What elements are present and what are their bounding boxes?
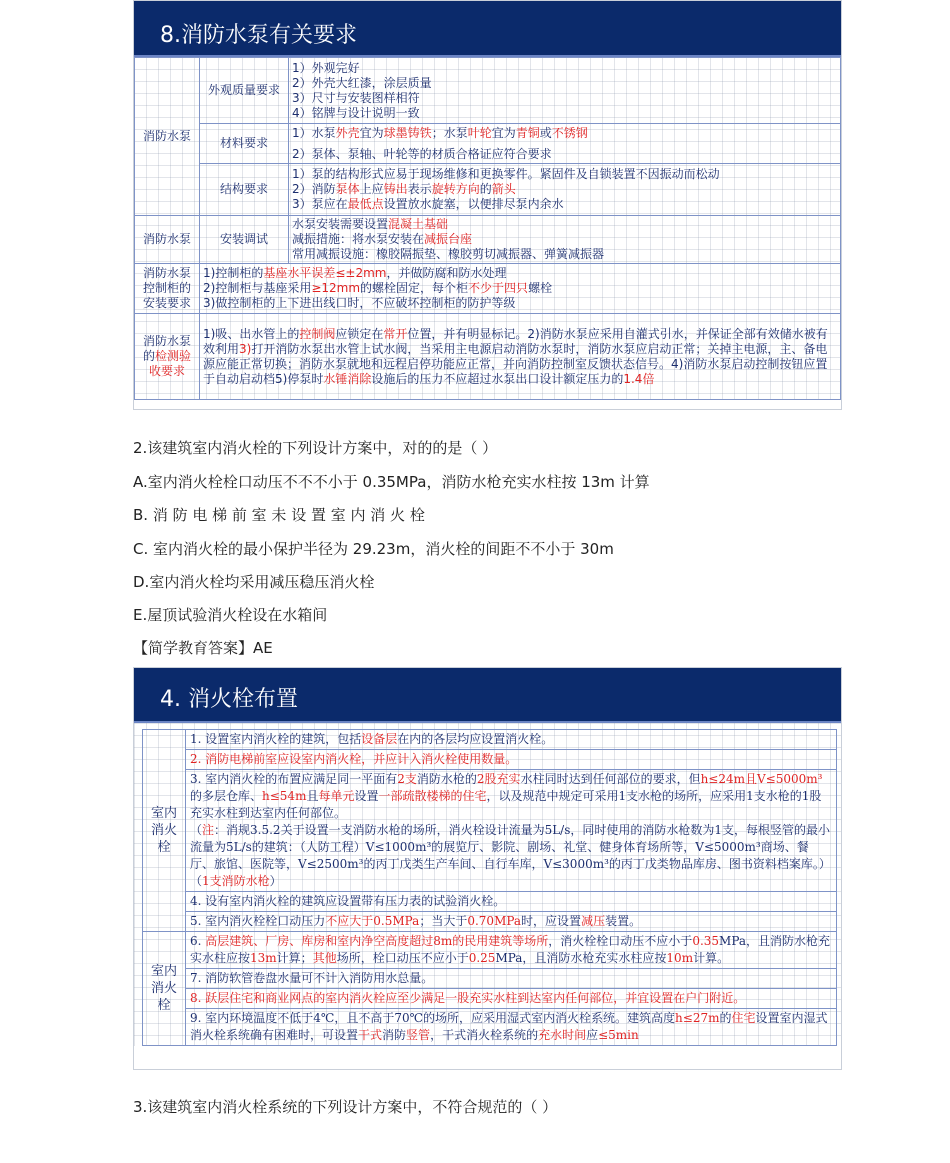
text: 1）水泵 [292, 125, 336, 140]
text: 控制阀 [299, 326, 336, 341]
option-d: D.室内消火栓均采用减压稳压消火栓 [133, 573, 375, 591]
list-item: 4）铭牌与设计说明一致 [292, 105, 420, 120]
text: MPa，且消防水枪充实水柱应按 [190, 934, 831, 965]
option-b: B. 消 防 电 梯 前 室 未 设 置 室 内 消 火 栓 [133, 506, 425, 524]
slide-hydrant-layout [133, 667, 842, 1070]
text: 表示 [407, 182, 432, 196]
text: 2）消防 [292, 182, 336, 196]
pump-requirements-table [134, 57, 841, 400]
list-item [292, 126, 837, 141]
text: 注 [202, 823, 215, 837]
text: 0.25 [468, 951, 496, 965]
text: ≤5min [598, 1028, 639, 1042]
text: 铸出 [383, 182, 408, 196]
text: 基座水平误差≤±2mm [263, 266, 387, 280]
text: 或 [539, 125, 552, 140]
text: 叶轮 [467, 125, 492, 140]
text: 6. [190, 934, 206, 948]
text: 一部疏散楼梯的住宅 [378, 789, 487, 803]
text: ；当大于 [419, 914, 468, 928]
list-item [203, 281, 837, 296]
table-row [143, 730, 837, 750]
text: 球墨铸铁 [383, 125, 432, 140]
text: 时，应设置 [521, 914, 582, 928]
text: 设施后的压力不应超过水泵出口设计额定压力的 [371, 371, 624, 386]
content-cell [289, 124, 841, 164]
table-row [135, 216, 841, 264]
list-item: 常用减振设施：橡胶隔振垫、橡胶剪切减振器、弹簧减振器 [292, 247, 605, 261]
text: 检测验收要求 [148, 349, 192, 378]
subcategory-cell: 结构要求 [200, 164, 289, 216]
list-item: 3）尺寸与安装图样相符 [292, 90, 420, 105]
option-c: C. 室内消火栓的最小保护半径为 29.23m，消火栓的间距不不小于 30m [133, 540, 614, 558]
text: 2)控制柜与基座采用 [203, 281, 312, 295]
text: 螺栓 [528, 281, 553, 295]
text: ≥12mm [311, 281, 361, 295]
table-row [143, 1009, 837, 1046]
text: 不锈钢 [551, 125, 588, 140]
list-item [292, 217, 837, 232]
text: 设置放水旋塞，以便排尽泵内余水 [383, 197, 564, 211]
text: MPa，且消防水枪充实水柱应按 [495, 951, 667, 965]
text: 3）泵应在 [292, 197, 348, 211]
category-cell: 消防水泵控制柜的安装要求 [135, 264, 200, 314]
text: 水泵安装需要设置 [292, 217, 389, 231]
list-item [292, 197, 837, 212]
text: 干式 [358, 1028, 383, 1042]
subcategory-cell: 外观质量要求 [200, 58, 289, 124]
table-row [143, 912, 837, 932]
text: 设置室内湿式消火栓系统确有困难时，可设置 [190, 1011, 828, 1042]
list-item [203, 266, 837, 281]
content-cell [186, 1009, 837, 1046]
table-row [135, 124, 841, 164]
text: 消防水枪的 [416, 772, 477, 786]
text: 2支 [397, 772, 417, 786]
text: 其他 [312, 951, 337, 965]
text: h≤24m且V≤5000m³ [700, 772, 823, 786]
text: 5. 室内消火栓栓口动压力 [190, 914, 326, 928]
text: 且 [306, 789, 319, 803]
text: ：消规3.5.2关于设置一支消防水枪的场所，消火栓设计流量为5L/s，同时使用的消防水枪数为1支，每根竖管的最小流量为5L/s的建筑：（人防工程）V≤1000m³的展览厅、影院、剧场、礼堂、健身体育场所等，V≤5000m³商场、餐厅、旅馆、医院等，V≤2500m³的丙丁戊类生产车间、自行车库，V≤3000m³的丙丁戊类物品库房、图书资料档案库。）（ [190, 823, 831, 888]
text: 的多层仓库、 [190, 789, 263, 803]
content-cell [186, 730, 837, 750]
content-cell: 4. 设有室内消火栓的建筑应设置带有压力表的试验消火栓。 [186, 892, 837, 912]
text: 外壳 [335, 125, 360, 140]
content-cell [186, 932, 837, 969]
table-row [143, 750, 837, 770]
text: 1. 设置室内消火栓的建筑，包括 [190, 732, 362, 746]
text: 1.4倍 [623, 371, 655, 386]
text: 1支消防水枪 [202, 874, 270, 888]
slide-pump-requirements [133, 0, 842, 410]
hydrant-table [142, 729, 837, 1046]
text: 设置 [354, 789, 379, 803]
answer: 【简学教育答案】AE [133, 639, 273, 657]
category-cell: 室内消火栓 [143, 730, 186, 932]
table-row [135, 264, 841, 314]
list-item: 1）泵的结构形式应易于现场维修和更换零件。紧固件及自锁装置不因振动而松动 [292, 167, 720, 181]
text: 2股充实 [476, 772, 521, 786]
text: 消防水泵的 [142, 334, 191, 363]
text: 0.70MPa [467, 914, 522, 928]
text: ，干式消火栓系统的 [430, 1028, 539, 1042]
option-a: A.室内消火栓栓口动压不不不小于 0.35MPa，消防水枪充实水柱按 13m 计算 [133, 473, 650, 491]
text: 计算。 [693, 951, 730, 965]
text: 打开消防水泵出水管上试水阀，当采用主电源启动消防水泵时，消防水泵应启动正常；关掉主电源，主、备电源应能正常切换；消防水泵就地和远程启停功能应正常，并向消防控制室反馈状态信号。4)消防水泵启动控制按钮应置于自动启动档5)停泵时 [203, 341, 828, 386]
content-cell: 8. 跃层住宅和商业网点的室内消火栓应至少满足一股充实水柱到达室内任何部位，并宜设置在户门附近。 [186, 989, 837, 1009]
slide-title: 4. 消火栓布置 [134, 668, 841, 723]
text: 场所，栓口动压不应小于 [336, 951, 469, 965]
text: 泵体 [335, 182, 360, 196]
text: 竖管 [406, 1028, 431, 1042]
text: 3. 室内消火栓的布置应满足同一平面有 [190, 772, 398, 786]
text: 高层建筑、厂房、库房和室内净空高度超过8m的民用建筑等场所 [205, 934, 549, 948]
text: 位置，并有明显标记。2)消防水泵应采用自灌式引水，并保证全部有效储水被有效利用 [203, 326, 828, 356]
option-e: E.屋顶试验消火栓设在水箱间 [133, 606, 328, 624]
list-item: 3)做控制柜的上下进出线口时，不应破坏控制柜的防护等级 [203, 296, 516, 310]
text: 的 [719, 1011, 732, 1025]
list-item: 1）外观完好 [292, 60, 360, 75]
text: 应锁定在 [335, 326, 384, 341]
text: 10m [666, 951, 694, 965]
text: 3) [239, 341, 252, 356]
text: 上应 [359, 182, 384, 196]
table-row [143, 932, 837, 969]
text: 0.35 [692, 934, 720, 948]
text: 消防 [382, 1028, 407, 1042]
text: 计算； [276, 951, 313, 965]
table-row [135, 314, 841, 400]
text: 水柱同时达到任何部位的要求，但 [520, 772, 701, 786]
list-item [292, 232, 837, 247]
table-row [135, 164, 841, 216]
table-row [135, 58, 841, 124]
table-row [143, 989, 837, 1009]
content-cell: 7. 消防软管卷盘水量可不计入消防用水总量。 [186, 969, 837, 989]
text: ，以及规范中规定可采用1支水枪的场所，应采用1支水枪的1股充实水柱到达室内任何部位。 [190, 789, 822, 820]
list-item: 2）外壳大红漆，涂层质量 [292, 75, 432, 90]
text: 宜为 [359, 125, 384, 140]
text: 设备层 [361, 732, 398, 746]
text: 常开 [383, 326, 408, 341]
text: 箭头 [491, 182, 516, 196]
content-cell [289, 164, 841, 216]
text: 每单元 [318, 789, 355, 803]
question-2-stem: 2.该建筑室内消火栓的下列设计方案中，对的的是（ ） [133, 439, 498, 457]
subcategory-cell: 材料要求 [200, 124, 289, 164]
text: ；水泵 [431, 125, 468, 140]
text: 减振措施：将水泵安装在 [292, 232, 425, 246]
text: 宜为 [491, 125, 516, 140]
content-cell: 2. 消防电梯前室应设室内消火栓，并应计入消火栓使用数量。 [186, 750, 837, 770]
category-cell: 消防水泵 [135, 58, 200, 216]
table-row [143, 770, 837, 892]
text: 1)吸、出水管上的 [203, 326, 300, 341]
text: 住宅 [731, 1011, 756, 1025]
text: 混凝土基础 [388, 217, 449, 231]
text: ，消火栓栓口动压不应小于 [548, 934, 693, 948]
content-cell [186, 912, 837, 932]
text: 最低点 [347, 197, 384, 211]
text: 不应大于0.5MPa [325, 914, 420, 928]
text: ） [269, 874, 282, 888]
text: 旋转方向 [431, 182, 480, 196]
slide-title: 8.消防水泵有关要求 [134, 1, 841, 57]
text: 不少于四只 [468, 281, 529, 295]
text: h≤27m [675, 1011, 720, 1025]
text: 装置。 [605, 914, 642, 928]
text: 充水时间 [538, 1028, 587, 1042]
text: 水锤消除 [323, 371, 372, 386]
subcategory-cell: 安装调试 [200, 216, 289, 264]
text: 在内的各层均应设置消火栓。 [397, 732, 554, 746]
text: （ [190, 823, 203, 837]
category-cell [135, 314, 200, 400]
content-cell [200, 264, 841, 314]
text: 的螺栓固定，每个柜 [360, 281, 469, 295]
table-row [143, 969, 837, 989]
content-cell [200, 314, 841, 400]
list-item [292, 182, 837, 197]
text: ，并做防腐和防水处理 [386, 266, 507, 280]
text: h≤54m [262, 789, 307, 803]
text: 减压 [581, 914, 606, 928]
text: 9. 室内环境温度不低于4℃，且不高于70℃的场所，应采用湿式室内消火栓系统。建筑高度 [190, 1011, 676, 1025]
list-item: 2）泵体、泵轴、叶轮等的材质合格证应符合要求 [292, 146, 552, 161]
category-cell: 室内消火栓 [143, 932, 186, 1046]
text: 的 [479, 182, 492, 196]
text: 减振台座 [424, 232, 473, 246]
text: 青铜 [515, 125, 540, 140]
question-3-stem: 3.该建筑室内消火栓系统的下列设计方案中，不符合规范的（ ） [133, 1098, 558, 1116]
slide-body [134, 723, 841, 1046]
content-cell [289, 216, 841, 264]
content-cell [289, 58, 841, 124]
text: 1)控制柜的 [203, 266, 264, 280]
slide-body [134, 57, 841, 400]
text: 13m [250, 951, 277, 965]
text: 应 [586, 1028, 599, 1042]
category-cell: 消防水泵 [135, 216, 200, 264]
table-row [143, 892, 837, 912]
content-cell [186, 770, 837, 892]
